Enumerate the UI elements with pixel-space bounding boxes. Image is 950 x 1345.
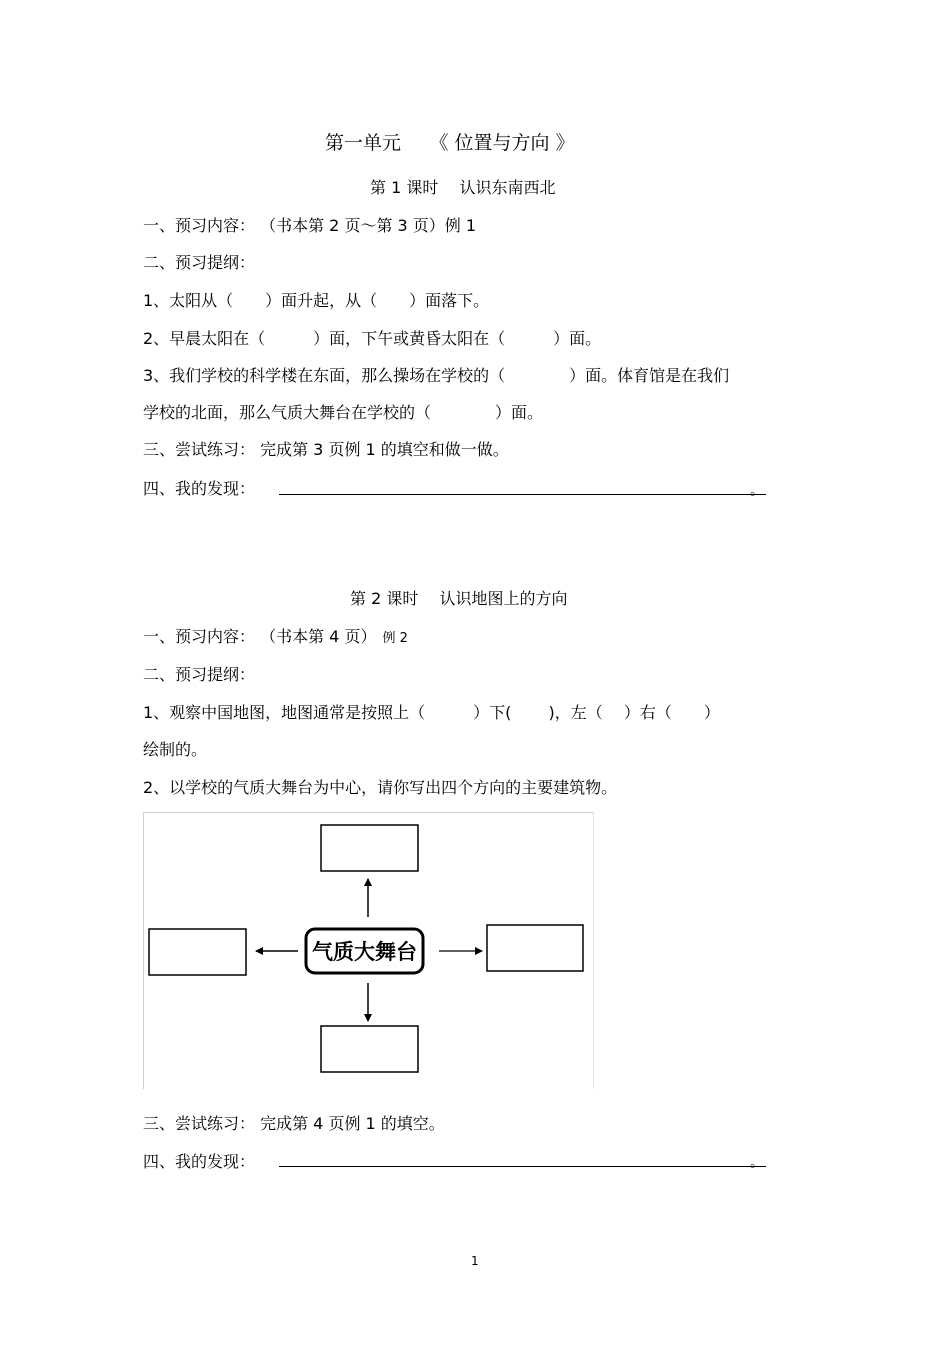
lesson1-discovery-end: 。: [750, 483, 764, 499]
page-number: 1: [471, 1254, 479, 1268]
lesson1-outline-heading: 二、预习提纲：: [143, 253, 256, 272]
west-answer-box[interactable]: [149, 929, 246, 975]
lesson1-heading: 第 1 课时 认识东南西北: [370, 178, 556, 197]
lesson1-preview-content: 一、预习内容： （书本第 2 页～第 3 页）例 1: [143, 216, 477, 235]
lesson1-question-3-line-1: 3、我们学校的科学楼在东面，那么操场在学校的（ ）面。体育馆是在我们: [143, 366, 730, 385]
lesson2-practice: 三、尝试练习： 完成第 4 页例 1 的填空。: [143, 1114, 445, 1133]
lesson1-question-2: 2、早晨太阳在（ ）面，下午或黄昏太阳在（ ）面。: [143, 329, 602, 348]
lesson1-discovery-answer-line[interactable]: [279, 494, 766, 495]
center-label: 气质大舞台: [312, 940, 417, 964]
direction-diagram-drawing: [144, 813, 595, 1090]
lesson2-preview-content: [143, 624, 408, 647]
lesson1-question-1: 1、太阳从（ ）面升起，从（ ）面落下。: [143, 291, 490, 310]
east-answer-box[interactable]: [487, 925, 583, 971]
lesson2-discovery-end: 。: [750, 1155, 764, 1171]
lesson1-discovery-label: 四、我的发现：: [143, 479, 256, 498]
lesson2-preview-example: 例 2: [382, 631, 408, 646]
north-answer-box[interactable]: [321, 825, 418, 871]
south-answer-box[interactable]: [321, 1026, 418, 1072]
lesson2-discovery-label: 四、我的发现：: [143, 1152, 256, 1171]
unit-title: 第一单元 《 位置与方向 》: [325, 132, 575, 154]
lesson2-discovery-answer-line[interactable]: [279, 1166, 766, 1167]
lesson2-question-1-line-1: 1、观察中国地图，地图通常是按照上（ ）下( )，左（ ）右（ ）: [143, 703, 720, 722]
lesson2-outline-heading: 二、预习提纲：: [143, 665, 256, 684]
direction-diagram: [143, 812, 594, 1089]
lesson2-question-1-line-2: 绘制的。: [143, 740, 208, 759]
lesson1-question-3-line-2: 学校的北面，那么气质大舞台在学校的（ ）面。: [143, 403, 544, 422]
lesson1-practice: 三、尝试练习： 完成第 3 页例 1 的填空和做一做。: [143, 440, 509, 459]
lesson2-preview-prefix: 一、预习内容： （书本第 4 页）: [143, 627, 377, 646]
lesson2-question-2: 2、以学校的气质大舞台为中心，请你写出四个方向的主要建筑物。: [143, 778, 618, 797]
lesson2-heading: 第 2 课时 认识地图上的方向: [350, 589, 568, 608]
